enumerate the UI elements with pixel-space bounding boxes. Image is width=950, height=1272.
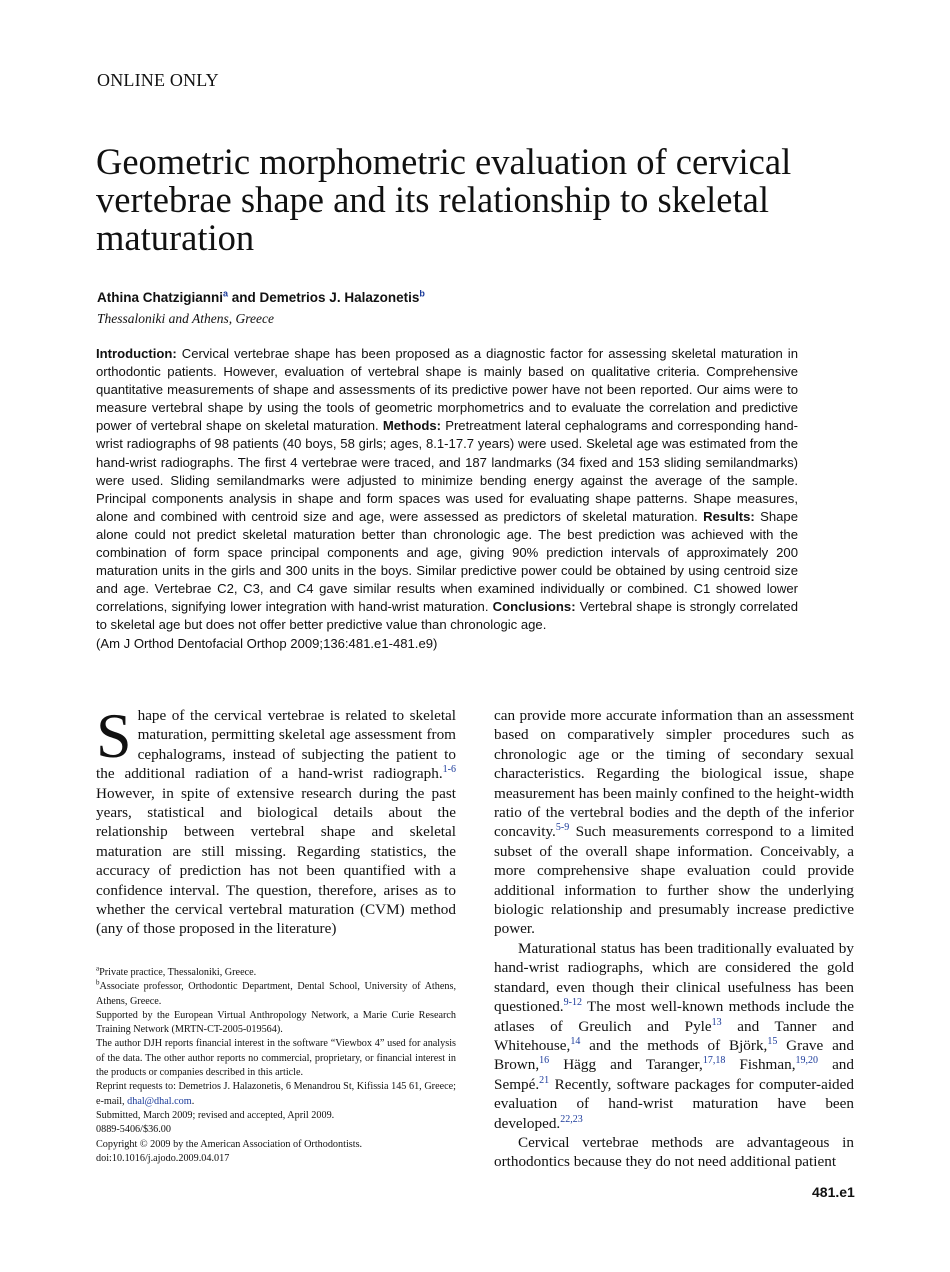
footnote-text: . — [191, 1095, 195, 1107]
body-text: However, in spite of extensive research during the past years, statistical and biological details about the relationship between vertebral shape and skeletal maturation are still missing. Regarding statistics, the accuracy of prediction has not been quantified with a confidence interval. The question, therefore, arises as to whether the cervical vertebral maturation (CVM) method (any of those proposed in the literature) — [96, 784, 456, 938]
reference-link[interactable]: 9-12 — [563, 997, 582, 1009]
issn: 0889-5406/$36.00 — [96, 1124, 171, 1136]
abstract — [96, 345, 798, 653]
footnote-text: Private practice, Thessaloniki, Greece. — [99, 967, 257, 978]
body-paragraph — [96, 700, 456, 939]
copyright-notice: Copyright © 2009 by the American Association of Orthodontists. — [96, 1138, 363, 1150]
journal-citation: (Am J Orthod Dentofacial Orthop 2009;136:481.e1-481.e9) — [96, 635, 438, 651]
abstract-heading: Conclusions: — [492, 599, 576, 615]
page-number: 481.e1 — [812, 1184, 855, 1200]
reference-link[interactable]: 5-9 — [555, 822, 570, 834]
body-text: and Sempé. — [494, 1056, 854, 1093]
reference-link[interactable]: 16 — [539, 1055, 550, 1067]
section-label: ONLINE ONLY — [97, 70, 219, 90]
footnote — [96, 966, 456, 980]
author-name: Athina Chatzigianni — [97, 290, 223, 305]
body-paragraph — [494, 706, 854, 939]
reference-link[interactable]: 13 — [711, 1016, 722, 1028]
body-column-right — [494, 706, 854, 1172]
abstract-heading: Results: — [703, 508, 755, 524]
body-column-left — [96, 700, 456, 939]
abstract-text: Cervical vertebrae shape has been proposed as a diagnostic factor for assessing skeletal maturation in orthodontic patients. However, evaluation of vertebral shape is mainly based on qualitative criteria. Comprehensive quantitative measurements of shape and assessments of its predictive power have not been reported. Our aims were to measure vertebral shape by using the tools of geometric morphometrics and to evaluate the correlation and predictive power of vertebral shape on skeletal maturation. — [96, 346, 798, 434]
abstract-text: Pretreatment lateral cephalograms and corresponding hand-wrist radiographs of 98 patients (40 boys, 58 girls; ages, 8.1-17.7 years) were used. Skeletal age was estimated from the hand-wrist radiographs. The first 4 vertebrae were traced, and 187 landmarks (34 fixed and 153 sliding semilandmarks) were used. Sliding semilandmarks were adjusted to minimize bending energy against the average of the sample. Principal components analysis in shape and form spaces was used for evaluating shape patterns. Shape measures, alone and combined with centroid size and age, were assessed as predictors of skeletal maturation. — [96, 418, 798, 524]
footnote-marker: b — [96, 978, 100, 987]
funding-note: Supported by the European Virtual Anthropology Network, a Marie Curie Research Training Network (MRTN-CT-2005-019564). — [96, 1009, 456, 1036]
body-text: and the methods of Björk, — [580, 1036, 768, 1054]
body-text: Such measurements correspond to a limited subset of the overall shape information. Conceivably, a more comprehensive shape evaluation could provide additional information to further show the underlying biologic relationship and presumably increase predictive power. — [494, 823, 854, 938]
submission-dates: Submitted, March 2009; revised and accepted, April 2009. — [96, 1109, 335, 1121]
doi: doi:10.1016/j.ajodo.2009.04.017 — [96, 1152, 230, 1164]
reference-link[interactable]: 1-6 — [442, 764, 456, 776]
author-name: Demetrios J. Halazonetis — [259, 290, 420, 305]
abstract-text: Vertebral shape is strongly correlated to skeletal age but does not offer better predictive value than chronologic age. — [96, 599, 798, 633]
body-text: Hägg and Taranger, — [549, 1056, 703, 1074]
reference-link[interactable]: 21 — [539, 1074, 550, 1086]
body-paragraph — [494, 939, 854, 1133]
reference-link[interactable]: 19,20 — [795, 1055, 818, 1067]
body-text: Grave and Brown, — [494, 1036, 854, 1074]
reference-link[interactable]: 14 — [570, 1035, 581, 1047]
author-separator: and — [228, 290, 260, 305]
body-text: Fishman, — [725, 1056, 796, 1074]
abstract-heading: Introduction: — [96, 346, 177, 361]
reference-link[interactable]: 15 — [767, 1035, 778, 1047]
author-location: Thessaloniki and Athens, Greece — [97, 311, 274, 326]
body-text: and Tanner and Whitehouse, — [494, 1017, 854, 1054]
footnote-text: Reprint requests to: Demetrios J. Halazonetis, 6 Menandrou St, Kifissia 145 61, Greece; e-mail, — [96, 1081, 456, 1107]
footnote-marker: a — [96, 964, 100, 973]
body-text: can provide more accurate information than an assessment based on comparatively simpler procedures such as chronologic age or the timing of secondary sexual characteristics. Regarding the biological issue, shape measurement has been mainly confined to the height-width ratio of the vertebral bodies and the depth of the inferior concavity. — [494, 707, 854, 841]
conflict-of-interest-note: The author DJH reports financial interest in the software “Viewbox 4” used for analysis of the data. The other author reports no commercial, proprietary, or financial interest in the products or companies described in this article. — [96, 1038, 456, 1079]
abstract-text: Shape alone could not predict skeletal maturation better than chronologic age. The best prediction was achieved with the combination of form space principal components and age, giving 90% prediction intervals of approximately 200 maturation units in the girls and 300 units in the boys. Similar predictive power could be obtained by using centroid size and age. Vertebrae C2, C3, and C4 gave similar results when examined individually or combined. C1 showed lower correlations, signifying lower integration with hand-wrist maturation. — [96, 508, 799, 615]
body-text: Recently, software packages for computer-aided evaluation of hand-wrist maturation have been developed. — [494, 1075, 854, 1132]
affiliation-marker[interactable]: a — [223, 288, 229, 299]
body-text: The most well-known methods include the atlases of Greulich and Pyle — [494, 998, 854, 1035]
body-paragraph: Cervical vertebrae methods are advantageous in orthodontics because they do not need additional patient — [494, 1133, 854, 1171]
body-text: Maturational status has been traditionally evaluated by hand-wrist radiographs, which are considered the gold standard, even though their clinical usefulness has been questioned. — [494, 939, 854, 1016]
affiliation-marker[interactable]: b — [419, 288, 425, 299]
footnote — [96, 980, 456, 1009]
footnotes — [96, 966, 456, 1166]
drop-cap: S — [96, 700, 132, 771]
email-link[interactable]: dhal@dhal.com — [127, 1095, 192, 1107]
reference-link[interactable]: 17,18 — [702, 1055, 726, 1067]
body-text: hape of the cervical vertebrae is related to skeletal maturation, permitting skeletal age assessment from cephalograms, instead of subjecting the patient to the additional radiation of a hand-wrist radiograph. — [96, 707, 456, 783]
footnote-text: Associate professor, Orthodontic Department, Dental School, University of Athens, Athens, Greece. — [96, 981, 456, 1007]
reprint-note — [96, 1080, 456, 1109]
abstract-heading: Methods: — [382, 418, 442, 434]
article-title: Geometric morphometric evaluation of cervical vertebrae shape and its relationship to skeletal maturation — [96, 141, 792, 258]
reference-link[interactable]: 22,23 — [560, 1113, 583, 1125]
author-line — [97, 290, 425, 305]
